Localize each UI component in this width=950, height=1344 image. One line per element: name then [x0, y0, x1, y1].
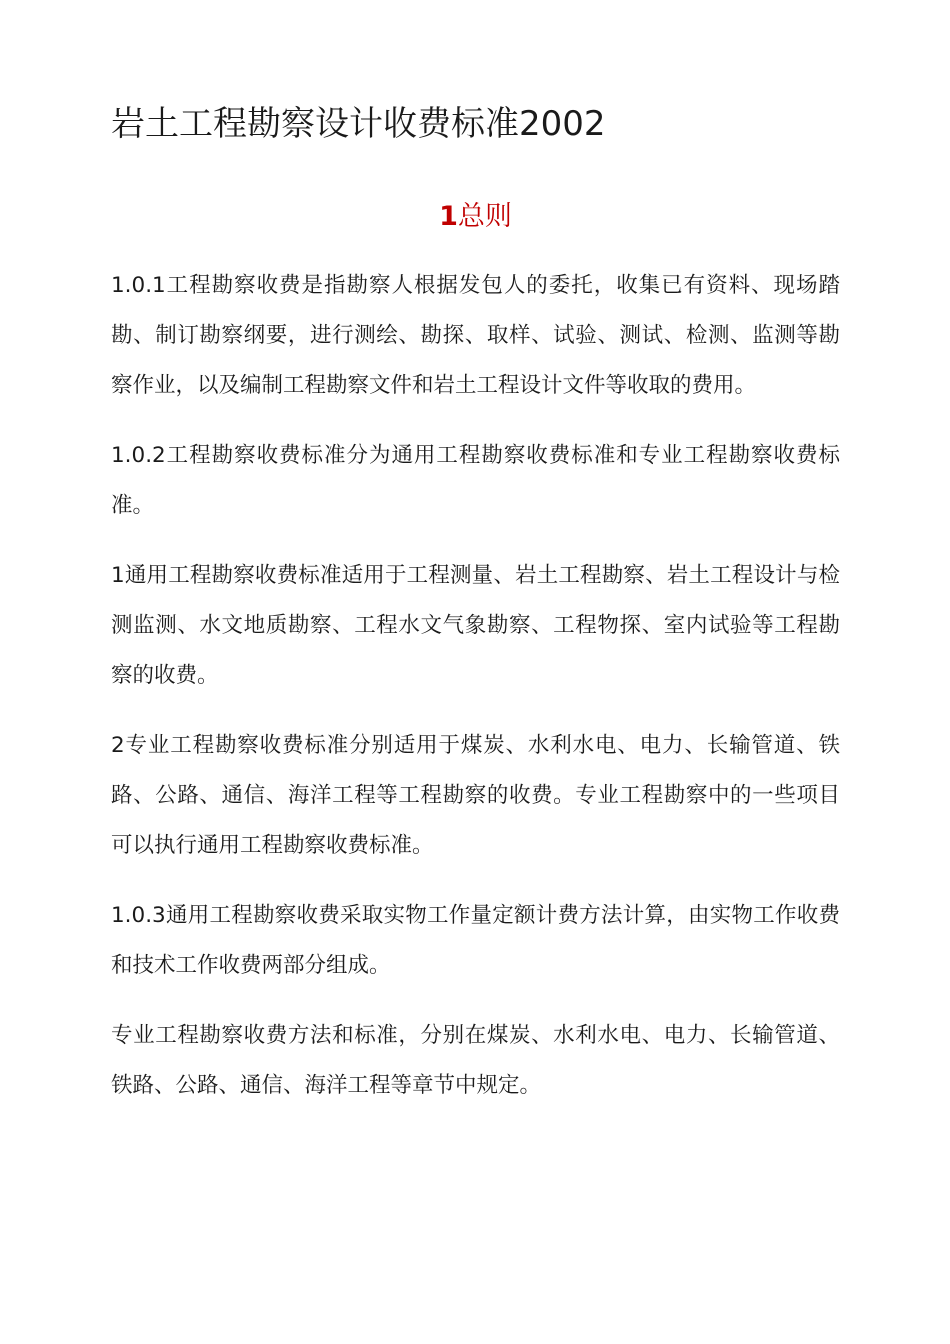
paragraph-1-0-2: 1.0.2工程勘察收费标准分为通用工程勘察收费标准和专业工程勘察收费标准。	[111, 443, 840, 518]
section-name: 总则	[457, 201, 512, 232]
paragraph-professional-fees: 专业工程勘察收费方法和标准，分别在煤炭、水利水电、电力、长输管道、铁路、公路、通信、海洋工程等章节中规定。	[111, 1023, 840, 1098]
paragraph-1-0-1: 1.0.1工程勘察收费是指勘察人根据发包人的委托，收集已有资料、现场踏勘、制订勘察纲要，进行测绘、勘探、取样、试验、测试、检测、监测等勘察作业，以及编制工程勘察文件和岩土工程设计文件等收取的费用。	[111, 273, 840, 398]
document-title: 岩土工程勘察设计收费标准2002	[111, 104, 606, 144]
section-number: 1	[439, 201, 458, 232]
paragraph-1-0-3: 1.0.3通用工程勘察收费采取实物工作量定额计费方法计算，由实物工作收费和技术工作收费两部分组成。	[111, 903, 840, 978]
paragraph-item-1: 1通用工程勘察收费标准适用于工程测量、岩土工程勘察、岩土工程设计与检测监测、水文地质勘察、工程水文气象勘察、工程物探、室内试验等工程勘察的收费。	[111, 563, 840, 688]
paragraph-item-2: 2专业工程勘察收费标准分别适用于煤炭、水利水电、电力、长输管道、铁路、公路、通信、海洋工程等工程勘察的收费。专业工程勘察中的一些项目可以执行通用工程勘察收费标准。	[111, 733, 840, 858]
section-heading	[111, 144, 840, 234]
